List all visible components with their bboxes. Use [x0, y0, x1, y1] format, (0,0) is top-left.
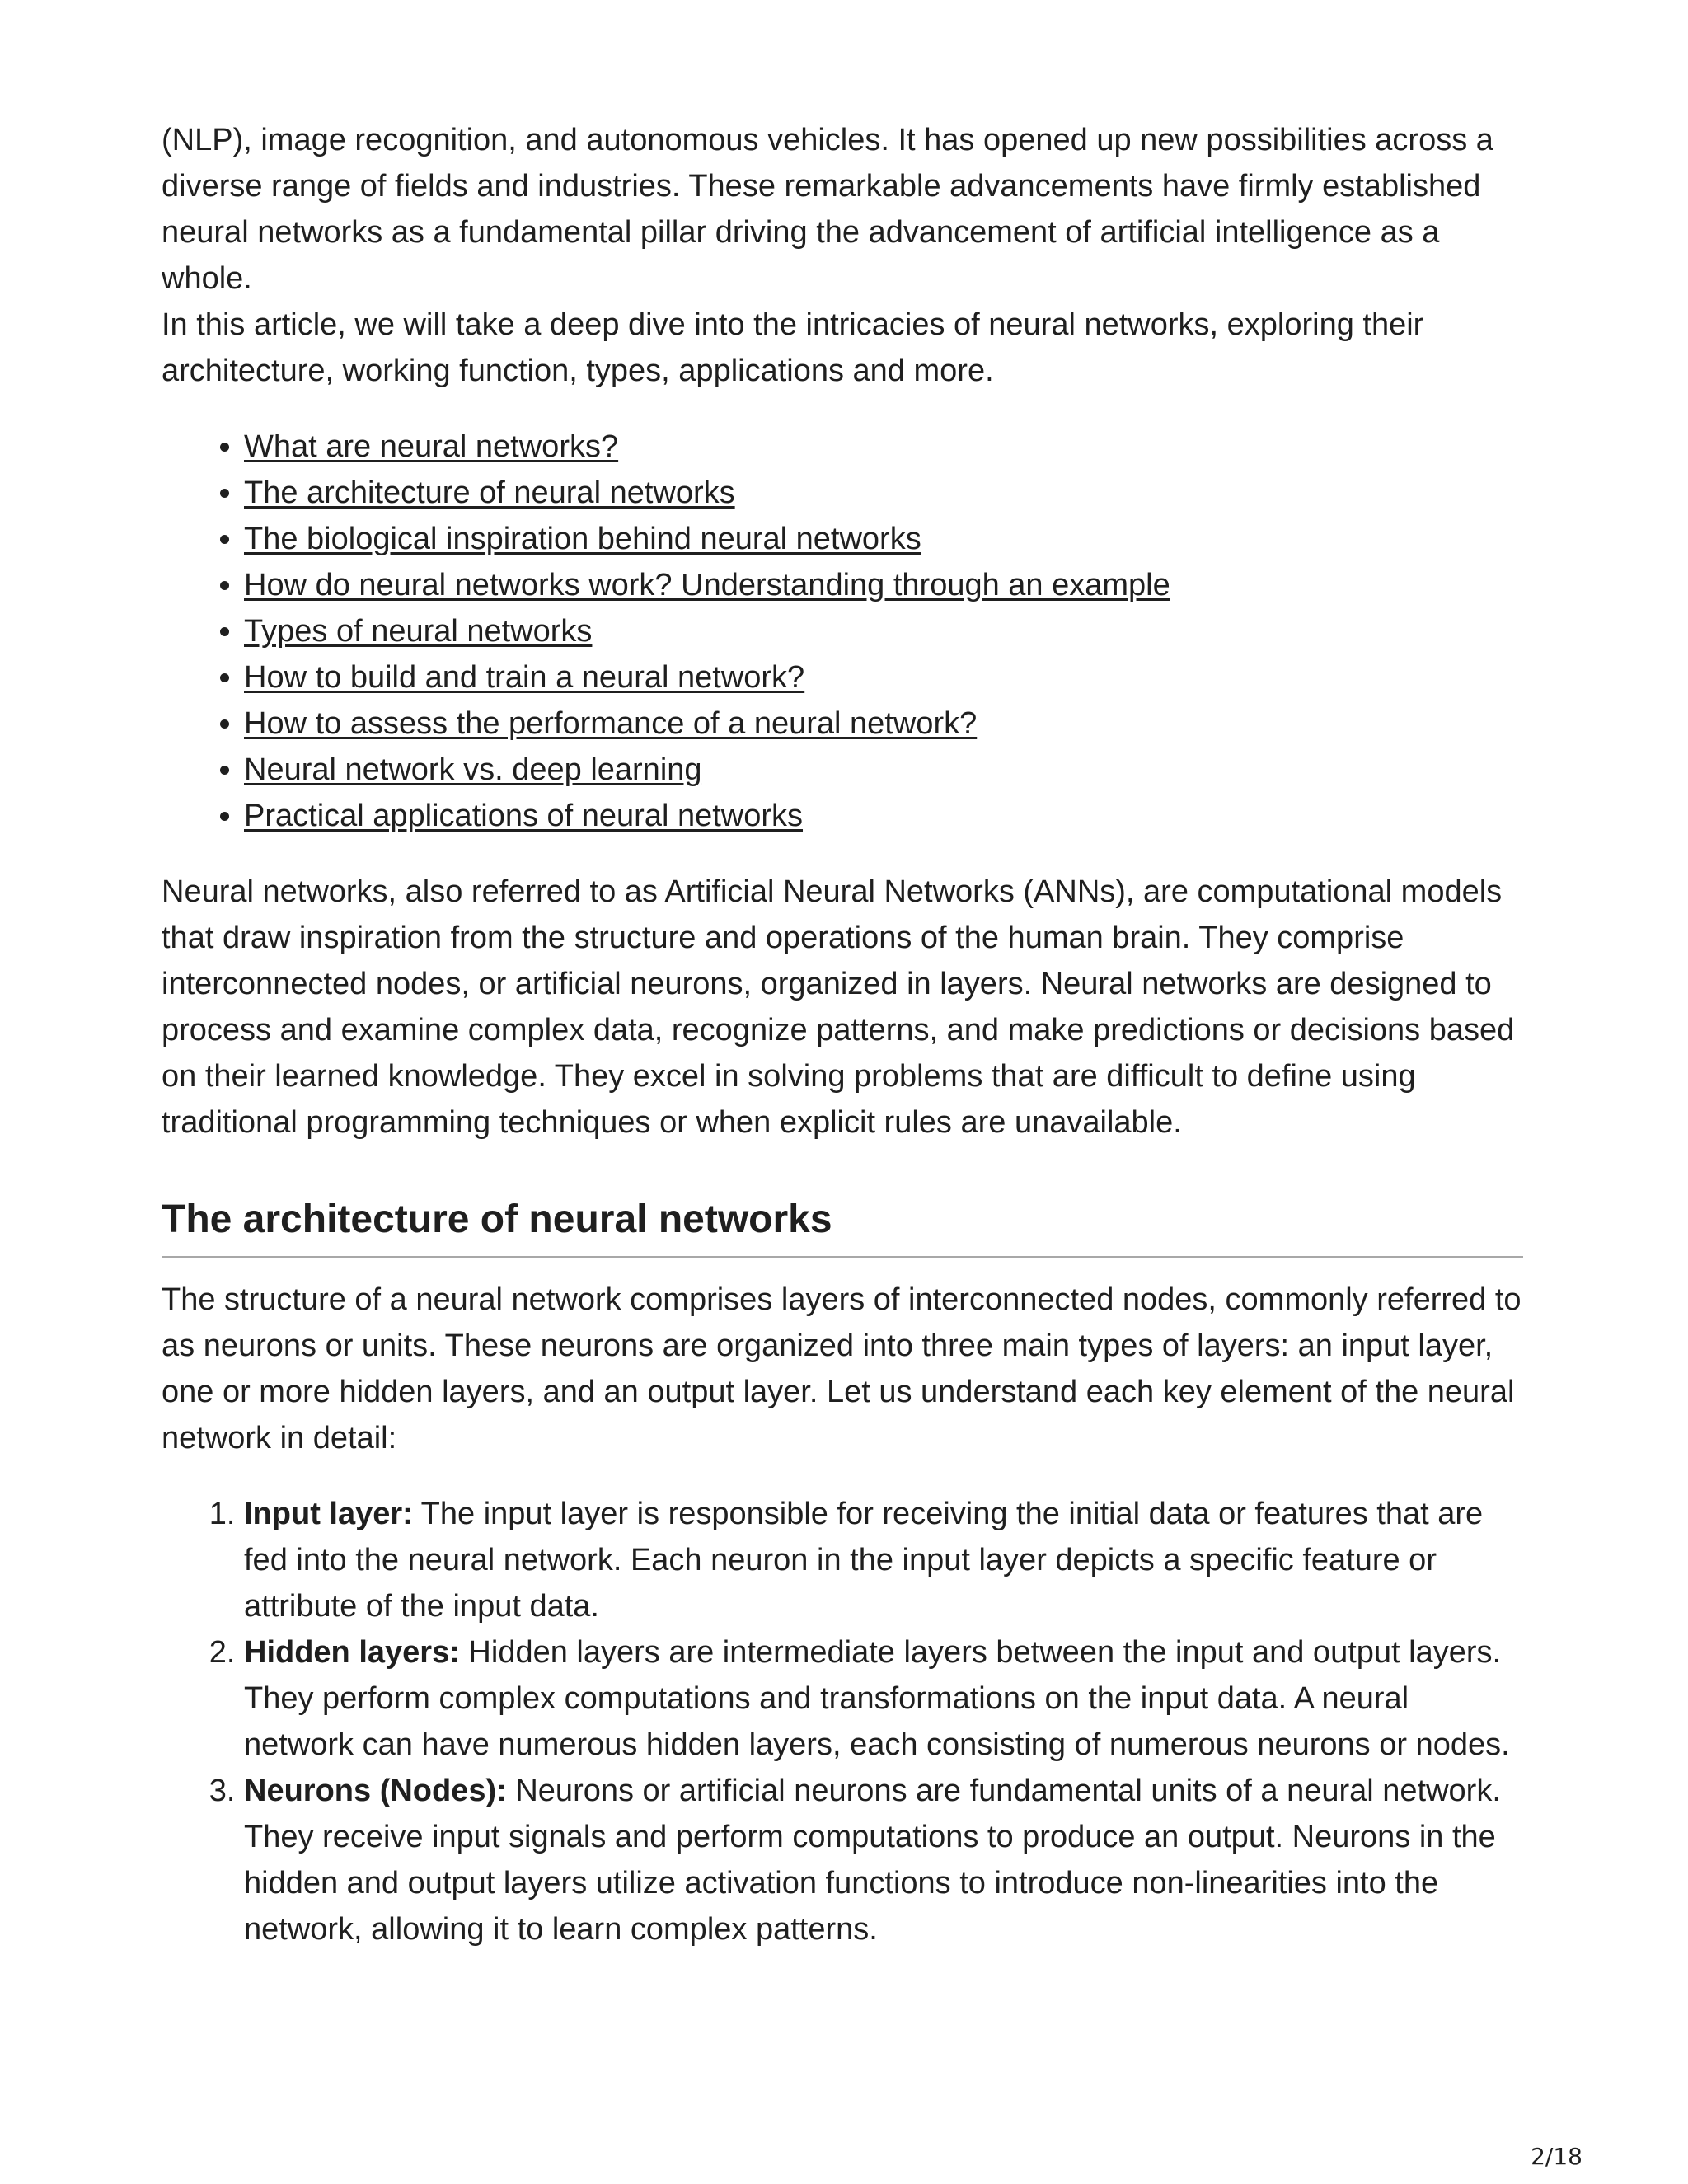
list-item-term: Neurons (Nodes): — [244, 1774, 507, 1808]
definition-paragraph: Neural networks, also referred to as Artificial Neural Networks (ANNs), are computational models that draw inspiration from the structure and operations of the human brain. They comprise interconnected nodes, or artificial neurons, organized in layers. Neural networks are designed to process and examine complex data, recognize patterns, and make predictions or decisions based on their learned knowledge. They excel in solving problems that are difficult to define using traditional programming techniques or when explicit rules are unavailable. — [162, 874, 1515, 1140]
table-of-contents — [162, 424, 1523, 839]
document-body — [162, 117, 1523, 1952]
toc-link-biological-inspiration[interactable]: The biological inspiration behind neural networks — [244, 522, 921, 556]
article-overview-paragraph: In this article, we will take a deep dive into the intricacies of neural networks, exploring their architecture, working function, types, applications and more. — [162, 307, 1424, 388]
list-item-text: The input layer is responsible for receiving the initial data or features that are fed into the neural network. Each neuron in the input layer depicts a specific feature or attribute of the input data. — [244, 1497, 1484, 1624]
intro-paragraph: (NLP), image recognition, and autonomous vehicles. It has opened up new possibilities across a diverse range of fields and industries. These remarkable advancements have firmly established neural networks as a fundamental pillar driving the advancement of artificial intelligence as a whole. — [162, 123, 1493, 296]
page-number: 2/18 — [1531, 2143, 1582, 2170]
toc-link-build-and-train[interactable]: How to build and train a neural network? — [244, 660, 805, 695]
toc-item — [244, 793, 1523, 839]
toc-link-what-are-neural-networks[interactable]: What are neural networks? — [244, 429, 619, 464]
section-heading-architecture: The architecture of neural networks — [162, 1193, 1523, 1258]
toc-item — [244, 424, 1523, 470]
list-item-term: Input layer: — [244, 1497, 413, 1531]
list-item — [244, 1768, 1523, 1952]
toc-item — [244, 654, 1523, 701]
toc-link-architecture[interactable]: The architecture of neural networks — [244, 476, 735, 510]
toc-link-types[interactable]: Types of neural networks — [244, 614, 593, 649]
list-item — [244, 1629, 1523, 1768]
toc-item — [244, 516, 1523, 562]
list-item-term: Hidden layers: — [244, 1635, 460, 1670]
toc-item — [244, 562, 1523, 608]
toc-link-practical-applications[interactable]: Practical applications of neural networks — [244, 799, 804, 833]
toc-item — [244, 608, 1523, 654]
toc-link-vs-deep-learning[interactable]: Neural network vs. deep learning — [244, 752, 702, 787]
list-item-text: Neurons or artificial neurons are fundamental units of a neural network. They receive input signals and perform computations to produce an output. Neurons in the hidden and output layers utilize activation functions to introduce non-linearities into the network, allowing it to learn complex patterns. — [244, 1774, 1501, 1947]
layer-list — [162, 1491, 1523, 1952]
list-item-text: Hidden layers are intermediate layers between the input and output layers. They perform complex computations and transformations on the input data. A neural network can have numerous hidden layers, each consisting of numerous neurons or nodes. — [244, 1635, 1510, 1762]
list-item — [244, 1491, 1523, 1629]
toc-item — [244, 470, 1523, 516]
toc-link-how-do-they-work[interactable]: How do neural networks work? Understanding through an example — [244, 568, 1170, 602]
toc-item — [244, 747, 1523, 793]
toc-link-assess-performance[interactable]: How to assess the performance of a neural network? — [244, 706, 978, 741]
architecture-intro-paragraph: The structure of a neural network comprises layers of interconnected nodes, commonly referred to as neurons or units. These neurons are organized into three main types of layers: an input layer, one or more hidden layers, and an output layer. Let us understand each key element of the neural network in detail: — [162, 1282, 1522, 1455]
toc-item — [244, 701, 1523, 747]
